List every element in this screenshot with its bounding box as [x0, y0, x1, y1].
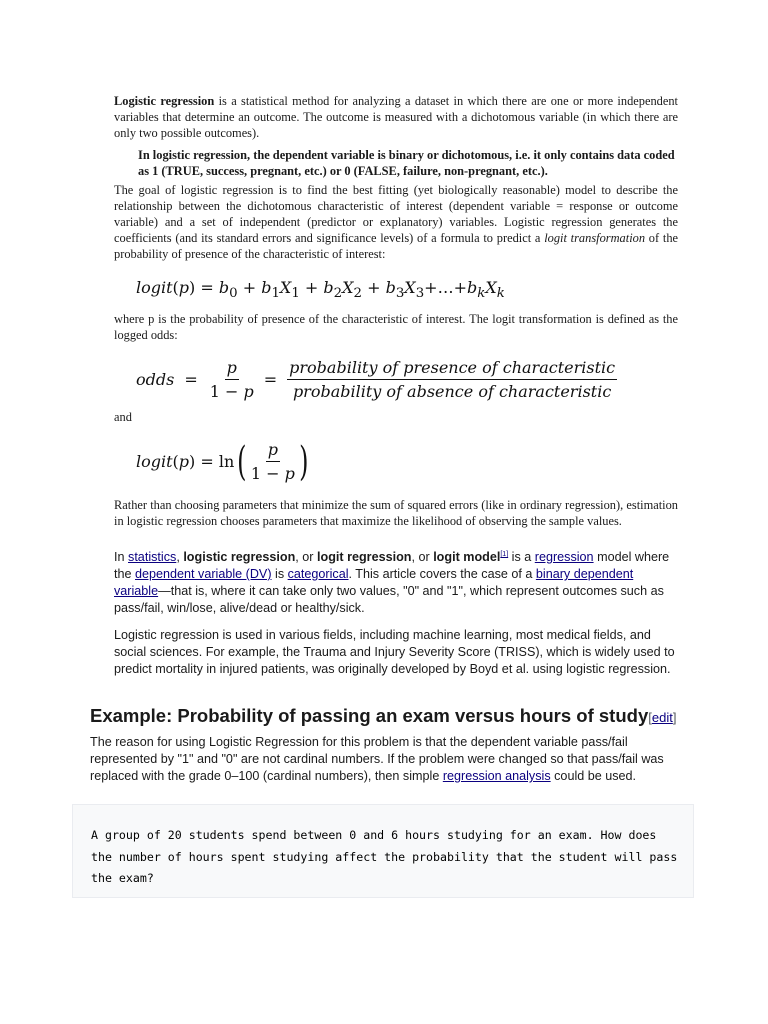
heading-title: Example: Probability of passing an exam versus hours of study: [90, 705, 649, 726]
wiki-text: —that is, where it can take only two values, "0" and "1", which represent outcomes such as pass/fail, win/lose, alive/dead or healthy/sick.: [114, 584, 664, 615]
bold-logit-regression: logit regression: [317, 550, 412, 564]
rather-paragraph: Rather than choosing parameters that minimize the sum of squared errors (like in ordinary regression), estimation in logistic regression chooses parameters that maximize the likelihood of observing the sample values.: [114, 498, 678, 528]
edit-link[interactable]: edit: [651, 710, 673, 725]
link-categorical[interactable]: categorical: [287, 567, 349, 581]
code-block: [72, 804, 694, 898]
link-statistics[interactable]: statistics: [128, 550, 177, 564]
goal-text: The goal of logistic regression is to find the best fitting (yet biologically reasonable) model to describe the relationship between the dichotomous characteristic of interest (dependent variable = response or outcome variable) and a set of independent (predictor or explanatory) variables. Logistic regression generates the coefficients (and its standard errors and significance levels) of a formula to predict a: [114, 183, 678, 245]
usage-paragraph: Logistic regression is used in various fields, including machine learning, most medical fields, and social sciences. For example, the Trauma and Injury Severity Score (TRISS), which is widely used to predict mortality in injured patients, was originally developed by Boyd et al. using logistic regression.: [114, 628, 675, 676]
wiki-text: , or: [411, 550, 434, 564]
reason-tail: could be used.: [550, 769, 637, 783]
odds-fraction: $\frac{p}{1 - p}$: [209, 358, 254, 401]
goal-tail: of the probability of presence of the characteristic of interest:: [114, 231, 679, 261]
link-dependent-variable[interactable]: dependent variable (DV): [135, 567, 272, 581]
logit-linear-equation: logit(p) = $b_0 + b_1X_1 + b_2X_2$ + $b_3X_3+\dots+b_kX_k$: [136, 278, 505, 302]
reason-paragraph: [90, 734, 680, 785]
edit-bracket-close: ]: [672, 710, 677, 725]
reason-text: The reason for using Logistic Regression for this problem is that the dependent variable pass/fail represented by "1" and "0" are not cardinal numbers. If the problem were changed so that pass/fail was replaced with the grade 0–100 (cardinal numbers), then simple: [90, 735, 664, 783]
wiki-text: is a: [508, 550, 535, 564]
edit-section: [648, 710, 676, 725]
intro-term: Logistic regression: [114, 94, 215, 108]
wiki-text: In: [114, 550, 129, 564]
probability-fraction: [287, 358, 617, 401]
code-text: A group of 20 students spend between 0 and 6 hours studying for an exam. How does the number of hours spent studying affect the probability that the student will pass the exam?: [91, 828, 685, 885]
edit-bracket-open: [: [648, 710, 652, 725]
and-text: and: [114, 410, 132, 424]
link-regression[interactable]: regression: [534, 550, 594, 564]
section-heading: [90, 705, 676, 727]
wiki-intro-paragraph: [114, 549, 678, 617]
bold-logit-model: logit model: [433, 550, 501, 564]
bold-logistic-regression: logistic regression: [183, 550, 296, 564]
absence-text: probability of absence of characteristic: [292, 382, 612, 401]
wiki-text: . This article covers the case of a: [348, 567, 536, 581]
intro-text: is a statistical method for analyzing a dataset in which there are one or more independent variables that determine an outcome. The outcome is measured with a dichotomous variable (in which there are only two possible outcomes).: [114, 94, 678, 140]
where-paragraph: where p is the probability of presence of the characteristic of interest. The logit transformation is defined as the logged odds:: [114, 312, 678, 342]
wiki-text: ,: [176, 550, 184, 564]
goal-italic: logit transformation: [544, 231, 646, 245]
reference-link[interactable]: [1]: [500, 550, 509, 558]
odds-equation: odds = $\frac{p}{1 - p}$ = $\frac{\text{probability of presence of characteristic}}{\text{probability of absence of characteristic}}$: [136, 358, 616, 401]
wiki-text: is: [271, 567, 288, 581]
presence-text: probability of presence of characteristic: [289, 358, 616, 377]
wiki-text: model where the: [114, 550, 670, 581]
logit-log-equation: logit ( p ) = ln ( $\frac{p}{1 - p}$ ): [136, 438, 309, 485]
wiki-text: , or: [295, 550, 317, 564]
link-binary-dependent-variable[interactable]: binary dependent variable: [114, 567, 634, 598]
goal-paragraph: [114, 182, 678, 262]
callout-definition: In logistic regression, the dependent variable is binary or dichotomous, i.e. it only contains data coded as 1 (TRUE, success, pregnant, etc.) or 0 (FALSE, failure, non-pregnant, etc.).: [138, 148, 675, 178]
intro-paragraph: [114, 93, 678, 141]
odds-label: odds: [136, 370, 175, 389]
link-regression-analysis[interactable]: regression analysis: [442, 769, 551, 783]
